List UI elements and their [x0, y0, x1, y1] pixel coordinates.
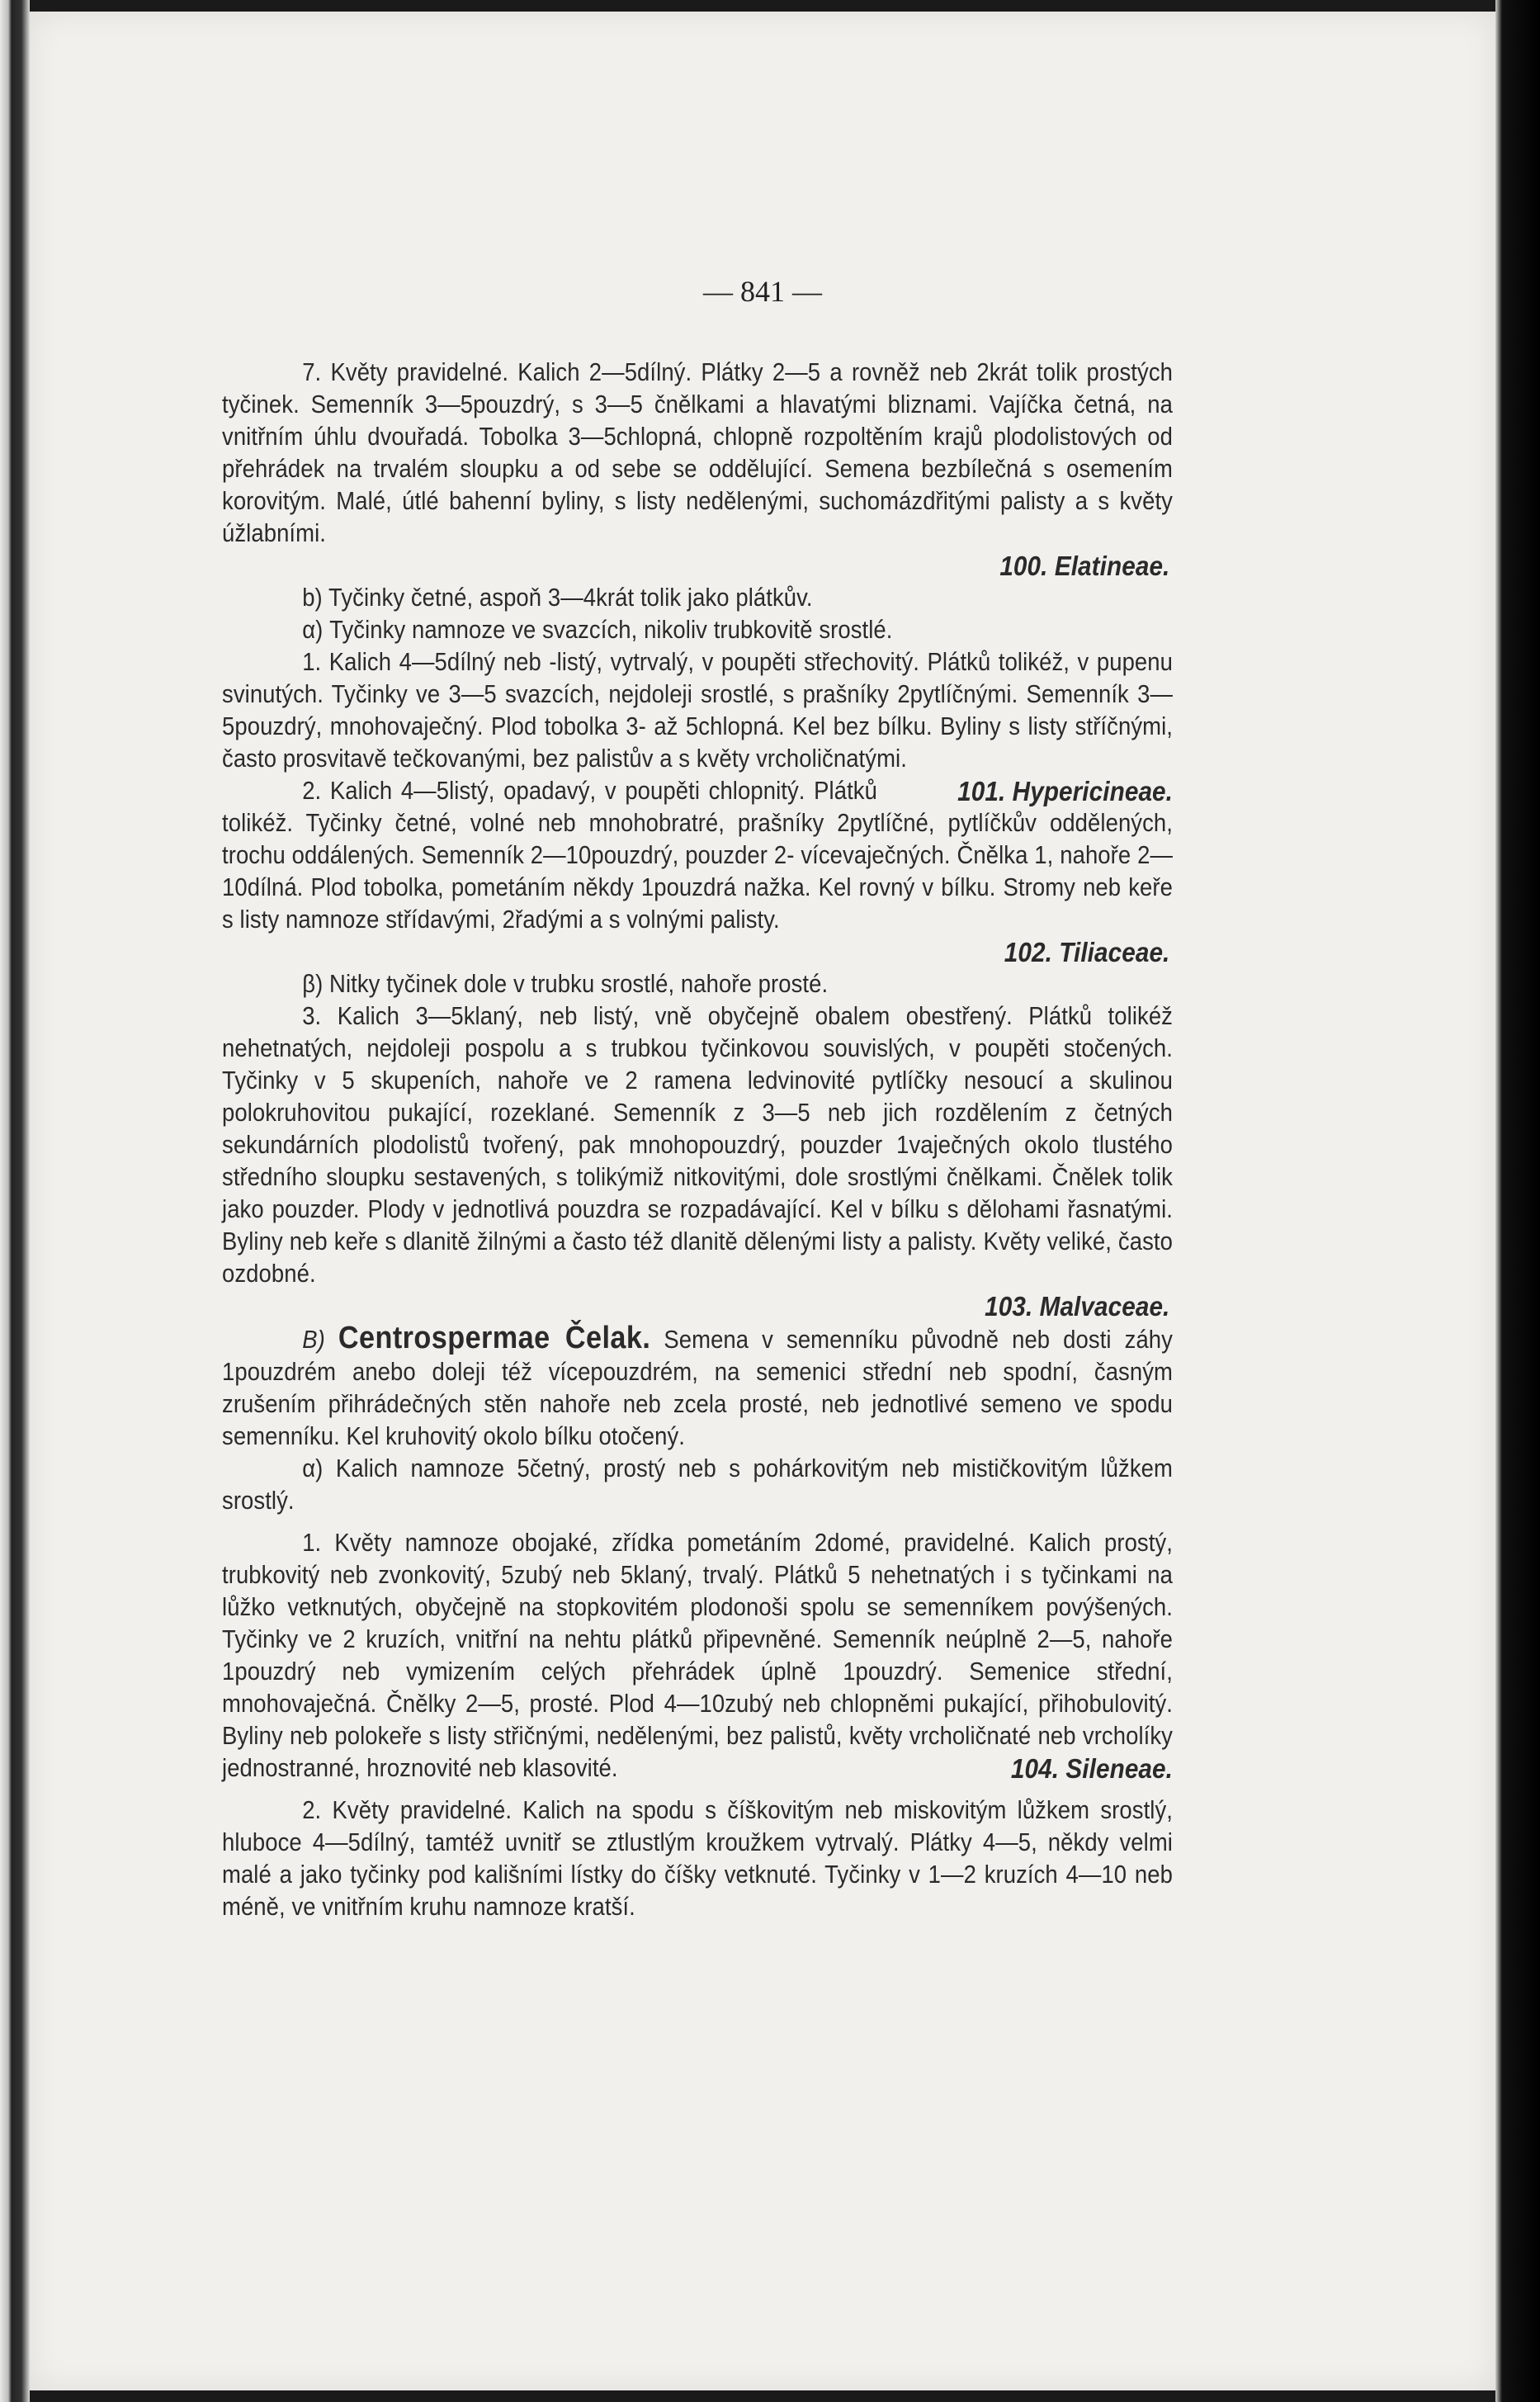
heading-beta: β) Nitky tyčinek dole v trubku srostlé, nahoře prosté. [302, 970, 829, 998]
scan-left-edge [0, 0, 30, 2402]
paragraph-3: 3. Kalich 3—5klaný, neb listý, vně obyčejně obalem obestřený. Plátků tolikéž nehetnatých, nejdoleji pospolu a s trubkou tyčinkovou souvislých, v poupěti stočených. Tyčinky v 5 skupeních, nahoře ve 2 ramena ledvinovité pytlíčky nesoucí a skulinou polokruhovitou pukající, rozeklané. Semenník z 3—5 neb jich rozdělením z četných sekundárních plodolistů tvořený, pak mnohopouzdrý, pouzder 1vaječných okolo tlustého středního sloupku sestavených, s tolikýmiž nitkovitými, dole srostlými čnělkami. Čnělek tolik jako pouzder. Plody v jednotlivá pouzdra se rozpadávající. Kel v bílku s dělohami řasnatými. Byliny neb keře s dlanitě žilnými a často též dlanitě dělenými listy a palisty. Květy veliké, často ozdobné. [222, 1002, 1174, 1288]
page-body [222, 357, 1173, 1923]
section-B [222, 1322, 1173, 1453]
heading-b: b) Tyčinky četné, aspoň 3—4krát tolik jako plátkův. [302, 584, 813, 612]
heading-alpha-2: α) Kalich namnoze 5četný, prostý neb s pohárkovitým neb mističkovitým lůžkem srostlý. [222, 1454, 1174, 1515]
paragraph-1-text: 1. Kalich 4—5dílný neb -listý, vytrvalý, v poupěti střechovitý. Plátků tolikéž, v pupenu svinutých. Tyčinky ve 3—5 svazcích, nejdoleji srostlé, s prašníky 2pytlíčnými. Semenník 3—5pouzdrý, mnohovaječný. Plod tobolka 3- až 5chlopná. Kel bez bílku. Byliny s listy stříčnými, často prosvitavě tečkovanými, bez palistův a s květy vrcholičnatými. [222, 648, 1174, 773]
paragraph-7: 7. Květy pravidelné. Kalich 2—5dílný. Plátky 2—5 a rovněž neb 2krát tolik prostých tyčinek. Semenník 3—5pouzdrý, s 3—5 čnělkami a hlavatými bliznami. Vajíčka četná, na vnitřním úhlu dvouřadá. Tobolka 3—5chlopná, chlopně rozpoltěním krajů plodolistových od přehrádek na trvalém sloupku a od sebe se oddělující. Semena bezbílečná s osemením korovitým. Malé, útlé bahenní byliny, s listy nedělenými, suchomázdřitými palisty a s květy úžlabními. [222, 358, 1174, 547]
heading-alpha: α) Tyčinky namnoze ve svazcích, nikoliv trubkovitě srostlé. [302, 616, 893, 644]
paragraph-B1 [222, 1527, 1173, 1785]
section-B-label: B) [302, 1326, 325, 1354]
paragraph-B2: 2. Květy pravidelné. Kalich na spodu s číškovitým neb miskovitým lůžkem srostlý, hluboce 4—5dílný, tamtéž uvnitř se ztlustlým kroužkem vytrvalý. Plátky 4—5, někdy velmi malé a jako tyčinky pod kališními lístky do číšky vetknuté. Tyčinky v 1—2 kruzích 4—10 neb méně, ve vnitřním kruhu namnoze kratší. [222, 1796, 1174, 1921]
family-104: 104. Sileneae. [1010, 1753, 1173, 1784]
scan-right-edge [1495, 0, 1540, 2402]
paragraph-B1-text: 1. Květy namnoze obojaké, zřídka pometáním 2domé, pravidelné. Kalich prostý, trubkovitý neb zvonkovitý, 5zubý neb 5klaný, trvalý. Plátků 5 nehetnatých i s tyčinkami na lůžko vetknutých, obyčejně na stopkovitém plodonoši spolu se semenníkem povýšených. Tyčinky ve 2 kruzích, vnitřní na nehtu plátků připevněné. Semenník neúplně 2—5, nahoře 1pouzdrý neb vymizením celých přehrádek úplně 1pouzdrý. Semenice střední, mnohovaječná. Čnělky 2—5, prosté. Plod 4—10zubý neb chlopněmi pukající, přihobulovitý. Byliny neb polokeře s listy střičnými, nedělenými, bez palistů, květy vrcholičnaté neb vrcholíky jednostranné, hroznovité neb klasovité. [222, 1529, 1174, 1782]
section-B-title: Centrospermae Čelak. [338, 1321, 651, 1355]
book-page [30, 12, 1495, 2390]
family-102: 102. Tiliaceae. [1004, 937, 1170, 967]
family-100: 100. Elatineae. [999, 551, 1170, 581]
page-number: — 841 — [703, 275, 822, 308]
family-103: 103. Malvaceae. [985, 1291, 1170, 1322]
section-B-text: Semena v semenníku původně neb dosti záhy 1pouzdrém anebo doleji též vícepouzdrém, na semenici střední neb spodní, časným zrušením přihrádečných stěn nahoře neb zcela prosté, neb jednotlivé semeno ve spodu semenníku. Kel kruhovitý okolo bílku otočený. [222, 1326, 1173, 1450]
paragraph-1 [222, 646, 1174, 806]
paragraph-2: 2. Kalich 4—5listý, opadavý, v poupěti chlopnitý. Plátků tolikéž. Tyčinky četné, volné neb mnohobratré, prašníky 2pytlíčné, pytlíčkův oddělených, trochu oddálených. Semenník 2—10pouzdrý, pouzder 2- vícevaječných. Čnělka 1, nahoře 2—10dílná. Plod tobolka, pometáním někdy 1pouzdrá nažka. Kel rovný v bílku. Stromy neb keře s listy namnoze střídavými, 2řadými a s volnými palisty. [222, 777, 1173, 934]
family-101: 101. Hypericineae. [957, 776, 1173, 806]
